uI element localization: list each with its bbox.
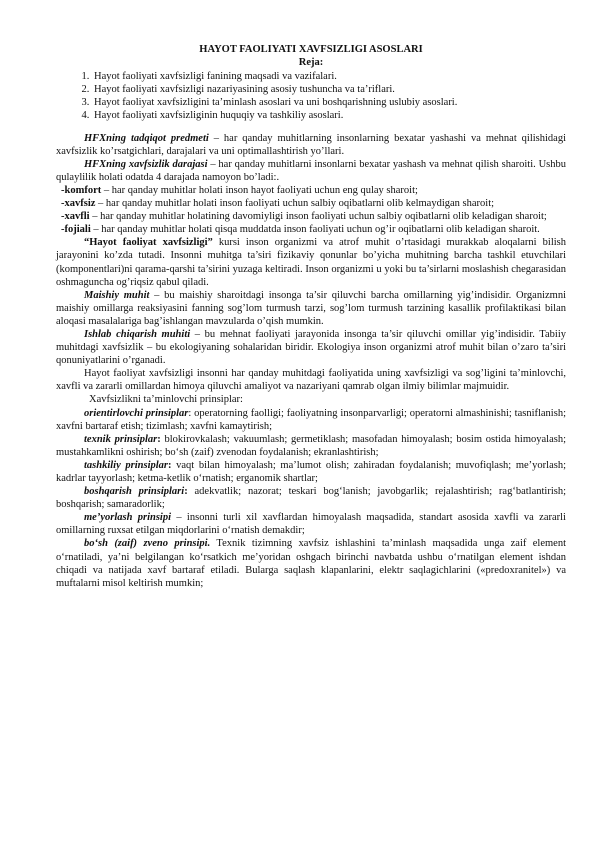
principle-item <box>56 485 566 511</box>
paragraph-text: – har qanday muhitlarni insonlarni bexatar yashash va mehnat qilish sharoiti. Ushbu qulaylilik holati odatda 4 darajada namoyon bo’ladi:. <box>56 158 566 183</box>
plan-item: 3. Hayot faoliyat xavfsizligini ta’minlash asoslari va uni boshqarishning uslubiy asoslari. <box>92 96 566 109</box>
level-item-tragic <box>56 223 566 236</box>
document-title: HAYOT FAOLIYATI XAVFSIZLIGI ASOSLARI <box>199 44 423 55</box>
term: tashkiliy prinsiplar <box>84 459 168 471</box>
paragraph-text: kursi inson organizmi va atrof muhit o’rtasidagi murakkab aloqalarni bilish jarayonini ko’zda tutadi. Insonni muhitga ta’siri fizikaviy qonunlar bo’yicha muhitning barcha tashkil etuvchilari (komponentlari)ni qarama-qarshi ta’sirini yuzaga keltiradi. Inson organizmi u yoki bu ta’sirlarni moslashish chegarasidan oshmaguncha og’riqsiz qabul qiladi. <box>56 237 566 288</box>
paragraph-text: adekvatlik; nazorat; teskari bog‘lanish; javobgarlik; rejalashtirish; rag‘batlantirish; boshqarish; samaradorlik; <box>56 486 566 511</box>
paragraph-research-subject <box>56 132 566 158</box>
term: -fojiali <box>61 224 91 236</box>
paragraph-text: Texnik tizimning xavfsiz ishlashini ta’minlash maqsadida unga zaif element o‘rnatiladi, ya’ni belgilangan ko‘rsatkich me’yoridan oshgach birinchi navbatda ushbu o‘rnatilgan element ishdan chiqadi va natijada xavf bartaraf etiladi. Bularga saqlash klapanlarini, elektr saqlagichlarini («predoxranitel») va muftalarni misol keltirish mumkin; <box>56 538 566 589</box>
paragraph-text: – har qanday muhitlar holatining davomiyligi inson faoliyati uchun salbiy oqibatlarni olib keladigan sharoit; <box>89 211 547 223</box>
paragraph-text: – bu mehnat faoliyati jarayonida insonga ta’sir qiluvchi omillar yig’indisidir. Tabiiy muhitdagi xavfsizlik – bu ekologiyaning sohalaridan biridir. Ekologiya inson organizmi atrof muhit bilan o’zaro ta’siri qonuniyatlarini o’rganadi. <box>56 328 566 367</box>
principle-item <box>56 511 566 537</box>
paragraph-definition: Hayot faoliyat xavfsizligi insonni har qanday muhitdagi faoliyatida uning xavfsizligi va sog’ligini ta’minlovchi, xavfli va zararli omillardan himoya qiluvchi amaliyot va nazariyani qamrab olgan ilmiy bilimlar majmuidir. <box>56 368 566 393</box>
term-separator: : <box>168 459 172 471</box>
principles-heading: Xavfsizlikni ta’minlovchi prinsiplar: <box>89 394 243 406</box>
plan-heading: Reja: <box>298 57 324 69</box>
paragraph-text: – har qanday muhitlar holati qisqa muddatda inson faoliyati uchun og’ir oqibatlarni olib keladigan sharoit. <box>90 224 540 236</box>
term-separator: : <box>157 433 161 445</box>
term: Ishlab chiqarish muhiti <box>84 328 191 340</box>
paragraph-text: – har qanday muhitlar holati inson hayot faoliyati uchun eng qulay sharoit; <box>101 184 418 196</box>
term: -xavfsiz <box>61 198 96 210</box>
term: me’yorlash prinsipi <box>84 512 172 524</box>
plan-item: 4. Hayot faoliyati xavfsizliginin huquqiy va tashkiliy asoslari. <box>92 109 566 122</box>
paragraph-text: – har qanday muhitlar holati inson faoliyati uchun salbiy oqibatlarni olib kelmaydigan sharoit; <box>95 198 495 210</box>
level-item-safe <box>56 197 566 210</box>
paragraph-text: – insonni turli xil xavflardan himoyalash maqsadida, standart asosida xavfli va zararli omillarning ruxsat etilgan miqdorlarini o‘rnatish demakdir; <box>56 512 566 537</box>
principle-item <box>56 537 566 589</box>
paragraph-production-environment <box>56 328 566 367</box>
term-separator: : <box>188 407 192 419</box>
paragraph-safety-level <box>56 158 566 184</box>
plan-item: 1. Hayot faoliyati xavfsizligi fanining maqsadi va vazifalari. <box>92 70 566 83</box>
plan-item: 2. Hayot faoliyati xavfsizligi nazariyasining asosiy tushuncha va ta’riflari. <box>92 83 566 96</box>
principle-item <box>56 459 566 485</box>
term: bo‘sh (zaif) zveno prinsipi. <box>84 538 211 550</box>
level-item-comfort <box>56 184 566 197</box>
term: HFXning xavfsizlik darajasi <box>84 158 208 170</box>
paragraph-text: – bu maishiy sharoitdagi insonga ta’sir qiluvchi barcha omillarning yig’indisidir. Organizmni maishiy omillarga reaksiyasini fanning sog’lom turmush tarzi, sog’lom turmush tarzining kasallik profilaktikasi bilan aloqasi masalalariga bag’ishlangan mavzularda o’qish mumkin. <box>56 289 566 327</box>
term: -komfort <box>61 184 102 196</box>
paragraph-household-environment <box>56 289 566 328</box>
paragraph-text: operatorning faolligi; faoliyatning insonparvarligi; operatorni almashinishi; tasniflanish; xavfni bartaraf etish; tizimlash; xavfni kamaytirish; <box>56 407 566 432</box>
plan-list <box>56 70 566 122</box>
term: “Hayot faoliyat xavfsizligi” <box>84 237 213 249</box>
term-separator: : <box>184 486 188 498</box>
principle-item <box>56 433 566 459</box>
term: -xavfli <box>61 211 90 223</box>
paragraph-course <box>56 236 566 288</box>
paragraph-text: vaqt bilan himoyalash; ma’lumot olish; zahiradan foydalanish; muvofiqlash; me’yorlash; kadrlar tayyorlash; ketma-ketlik o‘rnatish; erganomik shartlar; <box>56 459 567 484</box>
paragraph-text: blokirovkalash; vakuumlash; germetiklash; masofadan himoyalash; bosim ostida himoyalash; mustahkamlikni oshirish; bo‘sh (zaif) zvenodan foydalanish; ekranlashtirish; <box>56 433 566 458</box>
term: boshqarish prinsiplari <box>84 486 185 498</box>
level-item-dangerous <box>56 210 566 223</box>
principle-item <box>56 407 566 433</box>
term: Maishiy muhit <box>84 289 150 301</box>
term: HFXning tadqiqot predmeti <box>84 132 209 144</box>
term: texnik prinsiplar <box>84 433 158 445</box>
term: orientirlovchi prinsiplar <box>84 407 189 419</box>
paragraph-text: – har qanday muhitlarning insonlarning bexatar yashashi va mehnat qilishidagi xavfsizlik ko’rsatgichlari, darajalari va uni optimallashtirish yo’llari. <box>56 132 567 157</box>
